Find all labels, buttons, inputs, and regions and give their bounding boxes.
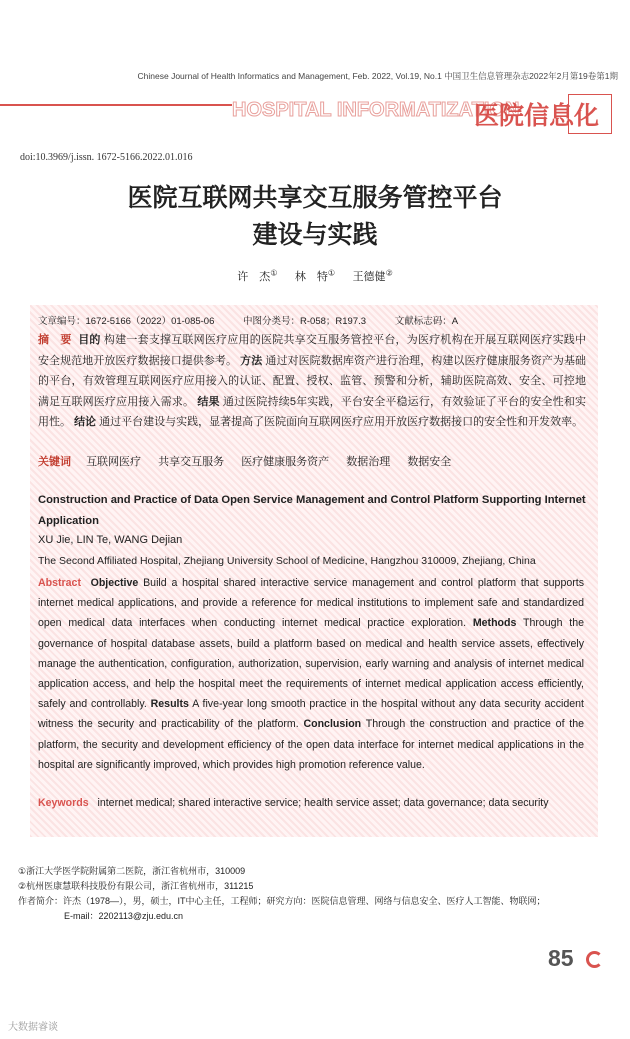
author-1-mark: ① <box>270 268 278 278</box>
cn-abstract <box>38 330 586 433</box>
cn-abstract-label: 摘 要 <box>38 334 72 346</box>
en-title: Construction and Practice of Data Open Service Management and Control Platform Supporting Internet Application <box>38 494 586 527</box>
page-number: 85 <box>548 945 574 971</box>
cn-method: 通过对医院数据库资产进行治理，构建以医疗健康服务资产为基础的平台，有效管理互联网医疗应用接入的认证、配置、授权、监管、预警和分析，辅助医院高效、安全、可控地满足互联网医疗应用接入需求。 <box>38 354 587 408</box>
page-circle-icon <box>586 951 603 968</box>
doi: doi:10.3969/j.issn. 1672-5166.2022.01.016 <box>20 152 193 163</box>
title-line-2: 建设与实践 <box>252 221 378 249</box>
title-line-1: 医院互联网共享交互服务管控平台 <box>127 184 503 212</box>
en-objective: Build a hospital shared interactive service management and control platform that supports internet medical applications, and provide a reference for medical institutions to implement safe and standardized open medical data interfaces when conducting internet medical practice exploration. <box>38 577 584 630</box>
en-authors: XU Jie, LIN Te, WANG Dejian <box>38 534 183 546</box>
en-keywords <box>38 793 584 814</box>
cn-keyword: 医疗健康服务资产 <box>241 456 330 468</box>
en-methods: Through the governance of hospital database assets, build a platform based on medical and health service assets, effectively manage the authentication, configuration, authorization, supervision, early warning and analysis of internet medical application access, and help the hospital meet the requirements of internet medical application access efficiently, safely and controllably. <box>38 617 584 711</box>
cn-result: 通过医院持续5年实践，平台安全平稳运行，有效验证了平台的安全性和实用性。 <box>38 395 586 428</box>
author-2: 林 特 <box>294 270 328 283</box>
cn-purpose-label: 目的 <box>78 334 101 346</box>
author-list <box>0 268 630 284</box>
cn-keyword: 数据安全 <box>407 456 452 468</box>
cn-method-label: 方法 <box>240 354 263 367</box>
en-results: A five-year long smooth practice in the hospital without any data security accident witness the security and practicability of the platform. <box>38 698 584 731</box>
article-meta <box>38 313 598 327</box>
en-methods-label: Methods <box>472 617 517 630</box>
en-abstract <box>38 573 584 775</box>
section-title-cn: 医院信息化 <box>474 102 600 130</box>
article-title <box>0 180 630 254</box>
en-keywords-list: internet medical; shared interactive service; health service asset; data governance; data security <box>97 797 549 809</box>
en-keywords-label: Keywords <box>38 797 89 809</box>
cn-keywords-label: 关键词 <box>38 456 71 468</box>
author-3-mark: ② <box>385 268 393 278</box>
cn-purpose: 构建一套支撑互联网医疗应用的医院共享交互服务管控平台，为医疗机构在开展互联网医疗实践中安全规范地开放医疗数据接口提供参考。 <box>38 334 587 367</box>
cn-conclusion-label: 结论 <box>74 416 97 428</box>
header-rule-left <box>0 104 232 106</box>
author-intro: 作者简介：许杰（1978—），男，硕士，IT中心主任，工程师；研究方向：医院信息管理、网络与信息安全、医疗人工智能、物联网； <box>18 896 546 906</box>
footnote-2: ②杭州医康慧联科技股份有限公司，浙江省杭州市，311215 <box>18 881 254 891</box>
footnotes <box>18 864 618 924</box>
section-title-en: HOSPITAL INFORMATIZATION <box>232 99 520 121</box>
en-results-label: Results <box>150 698 189 711</box>
article-number: 文章编号：1672-5166（2022）01-085-06 <box>38 316 215 327</box>
en-affiliation: The Second Affiliated Hospital, Zhejiang University School of Medicine, Hangzhou 310009, Zhejiang, China <box>38 555 536 567</box>
document-code: 文献标志码：A <box>394 316 459 327</box>
cn-result-label: 结果 <box>197 395 220 408</box>
en-abstract-label: Abstract <box>38 577 81 589</box>
cn-keyword: 数据治理 <box>346 456 391 468</box>
author-email: E-mail：2202113@zju.edu.cn <box>64 911 184 921</box>
cn-keyword: 互联网医疗 <box>86 456 142 468</box>
footnote-1: ①浙江大学医学院附属第二医院，浙江省杭州市，310009 <box>18 866 246 876</box>
classification-number: 中图分类号：R-058；R197.3 <box>243 316 367 327</box>
en-objective-label: Objective <box>90 577 139 589</box>
author-3: 王德健 <box>352 270 386 283</box>
cn-keyword: 共享交互服务 <box>158 456 225 468</box>
journal-header: Chinese Journal of Health Informatics and Management, Feb. 2022, Vol.19, No.1 中国卫生信息管理杂志2022年2月第19卷第1期 <box>137 71 618 81</box>
author-1: 许 杰 <box>237 270 271 283</box>
watermark: 大数据睿谈 <box>8 1022 58 1033</box>
cn-conclusion: 通过平台建设与实践，显著提高了医院面向互联网医疗应用开放医疗数据接口的安全性和开发效率。 <box>99 416 584 428</box>
cn-keywords <box>38 453 465 469</box>
en-conclusion: Through the construction and practice of the platform, the security and development efficiency of the open data interface for internet medical applications in the hospital are significantly improved, which provides high promotion reference value. <box>38 718 585 771</box>
author-2-mark: ① <box>327 268 336 278</box>
en-conclusion-label: Conclusion <box>303 718 362 731</box>
